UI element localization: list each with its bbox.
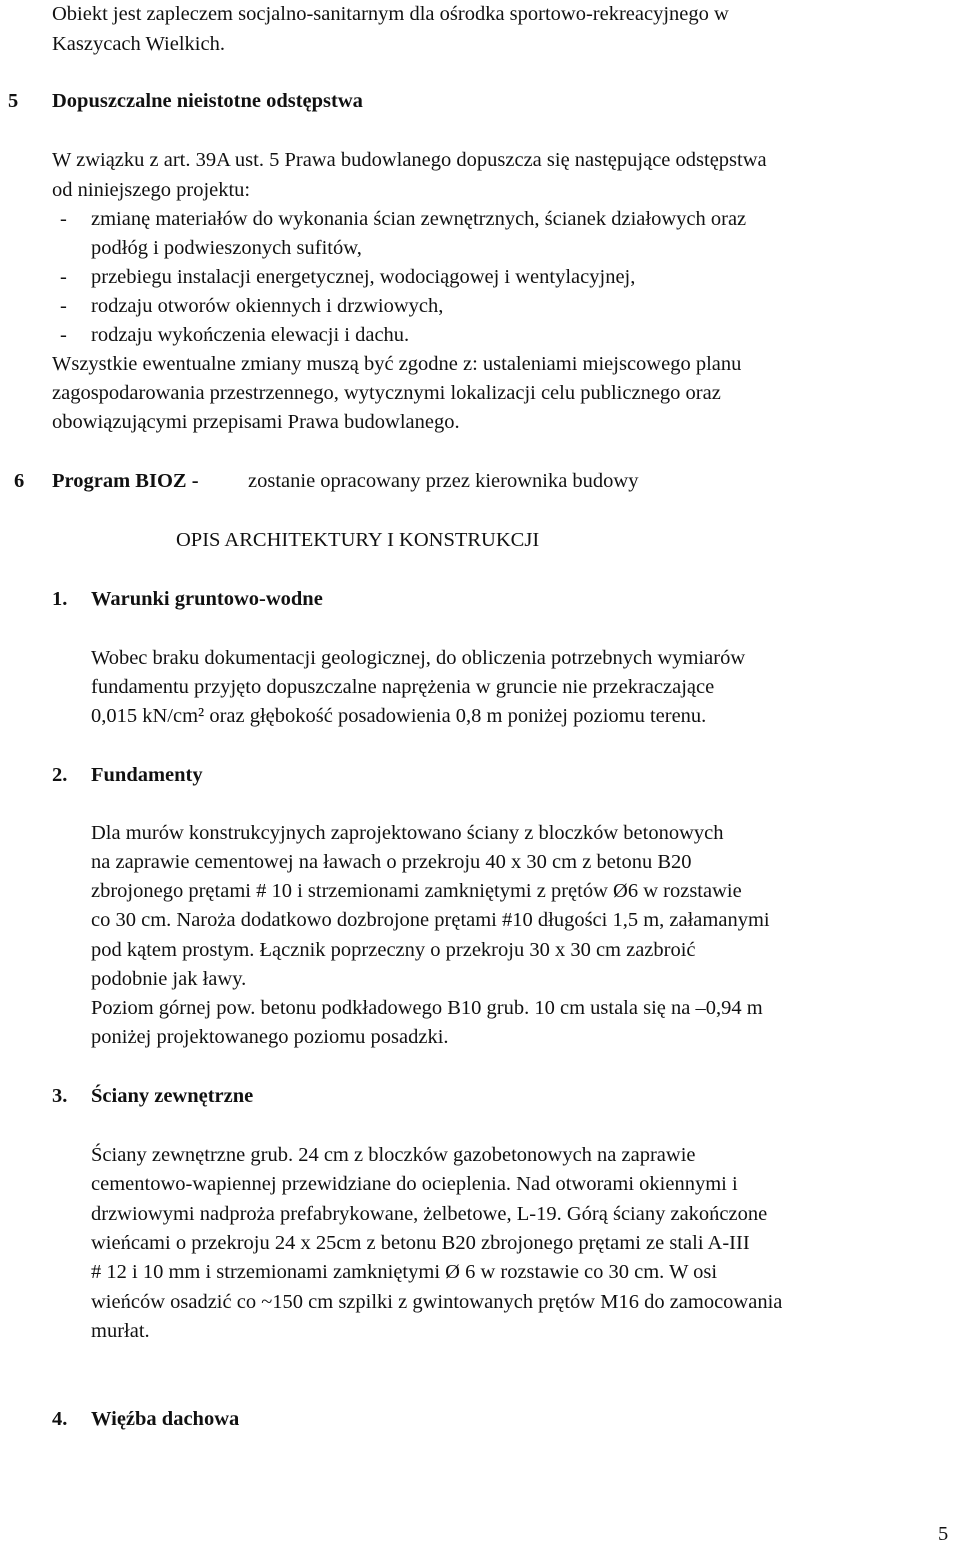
list-dash: - <box>60 266 67 288</box>
subsection-3-line: cementowo-wapiennej przewidziane do ocieplenia. Nad otworami okiennymi i <box>91 1173 738 1195</box>
list-item-line: rodzaju otworów okiennych i drzwiowych, <box>91 295 444 317</box>
subsection-1-line: Wobec braku dokumentacji geologicznej, do obliczenia potrzebnych wymiarów <box>91 647 746 669</box>
subsection-2-line: na zaprawie cementowej na ławach o przekroju 40 x 30 cm z betonu B20 <box>91 851 692 873</box>
subsection-3-line: wieńców osadzić co ~150 cm szpilki z gwintowanych prętów M16 do zamocowania <box>91 1291 783 1313</box>
subsection-3-line: Ściany zewnętrzne grub. 24 cm z bloczków gazobetonowych na zaprawie <box>91 1144 696 1166</box>
subsection-2-line: Poziom górnej pow. betonu podkładowego B10 grub. 10 cm ustala się na –0,94 m <box>91 997 763 1019</box>
section-6-title: Program BIOZ - <box>52 470 199 492</box>
section-5-closing-line: obowiązującymi przepisami Prawa budowlanego. <box>52 411 460 433</box>
subsection-2-line: pod kątem prostym. Łącznik poprzeczny o przekroju 30 x 30 cm zazbroić <box>91 939 696 961</box>
subsection-1-number: 1. <box>52 588 68 610</box>
subsection-3-title: Ściany zewnętrzne <box>91 1085 254 1107</box>
subsection-2-title: Fundamenty <box>91 764 203 786</box>
list-dash: - <box>60 324 67 346</box>
page-number: 5 <box>938 1523 949 1545</box>
subsection-2-number: 2. <box>52 764 68 786</box>
section-6-text: zostanie opracowany przez kierownika budowy <box>248 470 639 492</box>
subsection-3-line: wieńcami o przekroju 24 x 25cm z betonu B20 zbrojonego prętami ze stali A-III <box>91 1232 750 1254</box>
section-5-closing-line: Wszystkie ewentualne zmiany muszą być zgodne z: ustaleniami miejscowego planu <box>52 353 742 375</box>
section-5-title: Dopuszczalne nieistotne odstępstwa <box>52 90 363 112</box>
subsection-1-line: 0,015 kN/cm² oraz głębokość posadowienia 0,8 m poniżej poziomu terenu. <box>91 705 707 727</box>
subsection-2-line: podobnie jak ławy. <box>91 968 247 990</box>
subsection-1-title: Warunki gruntowo-wodne <box>91 588 323 610</box>
intro-line: Obiekt jest zapleczem socjalno-sanitarnym dla ośrodka sportowo-rekreacyjnego w <box>52 3 729 25</box>
subsection-4-number: 4. <box>52 1408 68 1430</box>
list-item-line: podłóg i podwieszonych sufitów, <box>91 237 362 259</box>
subsection-2-line: Dla murów konstrukcyjnych zaprojektowano ściany z bloczków betonowych <box>91 822 724 844</box>
subsection-2-line: zbrojonego prętami # 10 i strzemionami zamkniętymi z prętów Ø6 w rozstawie <box>91 880 742 902</box>
subsection-3-line: murłat. <box>91 1320 150 1342</box>
list-item-line: zmianę materiałów do wykonania ścian zewnętrznych, ścianek działowych oraz <box>91 208 747 230</box>
list-item-line: rodzaju wykończenia elewacji i dachu. <box>91 324 410 346</box>
subsection-3-number: 3. <box>52 1085 68 1107</box>
subsection-3-line: # 12 i 10 mm i strzemionami zamkniętymi Ø 6 w rozstawie co 30 cm. W osi <box>91 1261 718 1283</box>
subsection-2-line: co 30 cm. Naroża dodatkowo dozbrojone prętami #10 długości 1,5 m, załamanymi <box>91 909 770 931</box>
list-item-line: przebiegu instalacji energetycznej, wodociągowej i wentylacyjnej, <box>91 266 636 288</box>
section-5-intro-line: W związku z art. 39A ust. 5 Prawa budowlanego dopuszcza się następujące odstępstwa <box>52 149 767 171</box>
intro-line: Kaszycach Wielkich. <box>52 33 225 55</box>
subsection-4-title: Więźba dachowa <box>91 1408 240 1430</box>
section-6-number: 6 <box>14 470 25 492</box>
section-5-number: 5 <box>8 90 19 112</box>
subsection-1-line: fundamentu przyjęto dopuszczalne naprężenia w gruncie nie przekraczające <box>91 676 715 698</box>
section-5-intro-line: od niniejszego projektu: <box>52 179 251 201</box>
subsection-3-line: drzwiowymi nadproża prefabrykowane, żelbetowe, L-19. Górą ściany zakończone <box>91 1203 768 1225</box>
main-title: OPIS ARCHITEKTURY I KONSTRUKCJI <box>176 529 540 551</box>
list-dash: - <box>60 295 67 317</box>
subsection-2-line: poniżej projektowanego poziomu posadzki. <box>91 1026 449 1048</box>
list-dash: - <box>60 208 67 230</box>
section-5-closing-line: zagospodarowania przestrzennego, wytycznymi lokalizacji celu publicznego oraz <box>52 382 721 404</box>
